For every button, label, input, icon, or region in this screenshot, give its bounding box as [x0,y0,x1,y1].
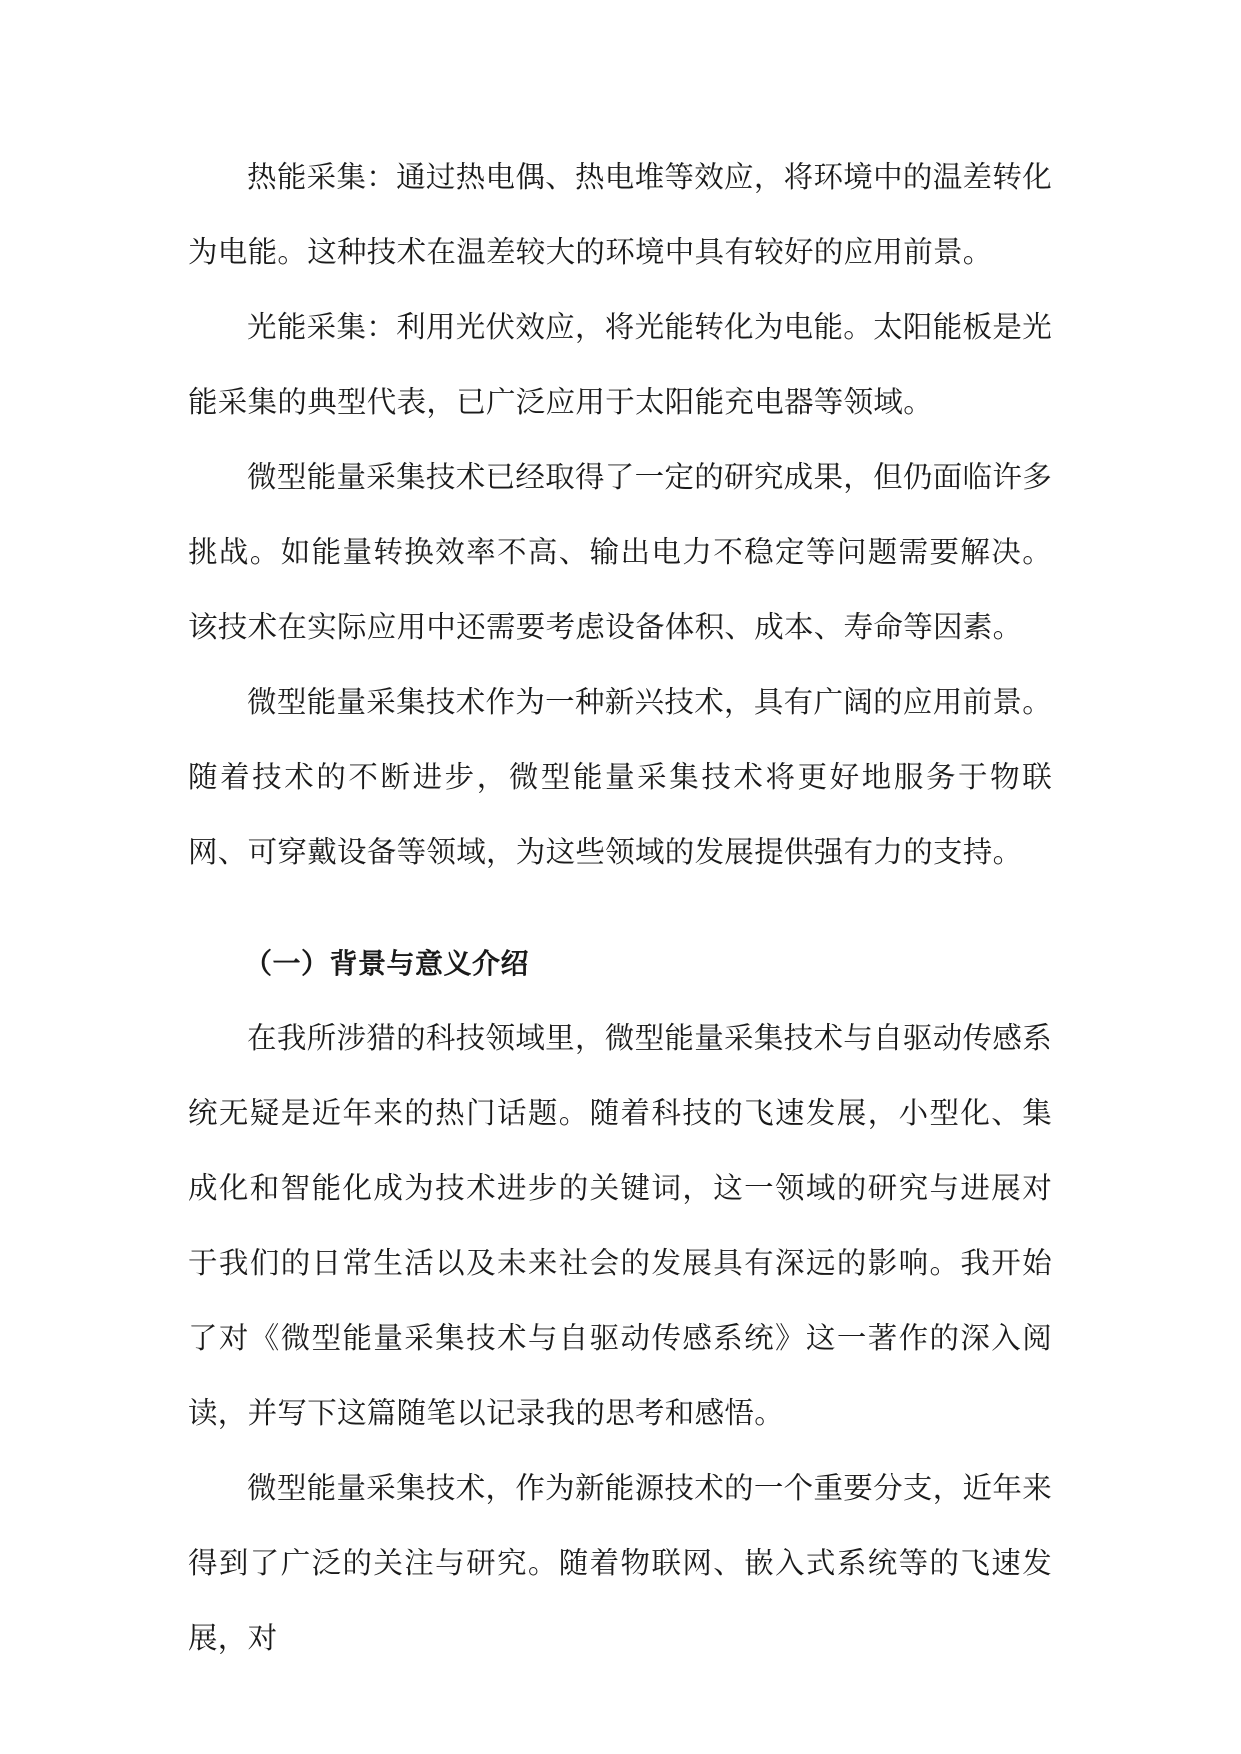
section-heading: （一）背景与意义介绍 [244,947,530,980]
paragraph-significance: 微型能量采集技术，作为新能源技术的一个重要分支，近年来得到了广泛的关注与研究。随着物联网、嵌入式系统等的飞速发展，对 [188,1471,1052,1655]
document-page [188,140,1052,1676]
paragraph-prospects: 微型能量采集技术作为一种新兴技术，具有广阔的应用前景。随着技术的不断进步，微型能量采集技术将更好地服务于物联网、可穿戴设备等领域，为这些领域的发展提供强有力的支持。 [188,685,1052,869]
paragraph-solar-harvesting: 光能采集：利用光伏效应，将光能转化为电能。太阳能板是光能采集的典型代表，已广泛应用于太阳能充电器等领域。 [188,310,1052,419]
paragraph-thermal-harvesting: 热能采集：通过热电偶、热电堆等效应，将环境中的温差转化为电能。这种技术在温差较大的环境中具有较好的应用前景。 [188,160,1052,269]
section-heading-wrapper [188,926,1052,1001]
paragraph-challenges: 微型能量采集技术已经取得了一定的研究成果，但仍面临许多挑战。如能量转换效率不高、输出电力不稳定等问题需要解决。该技术在实际应用中还需要考虑设备体积、成本、寿命等因素。 [188,460,1052,644]
paragraph-background: 在我所涉猎的科技领域里，微型能量采集技术与自驱动传感系统无疑是近年来的热门话题。随着科技的飞速发展，小型化、集成化和智能化成为技术进步的关键词，这一领域的研究与进展对于我们的日常生活以及未来社会的发展具有深远的影响。我开始了对《微型能量采集技术与自驱动传感系统》这一著作的深入阅读，并写下这篇随笔以记录我的思考和感悟。 [188,1021,1052,1430]
